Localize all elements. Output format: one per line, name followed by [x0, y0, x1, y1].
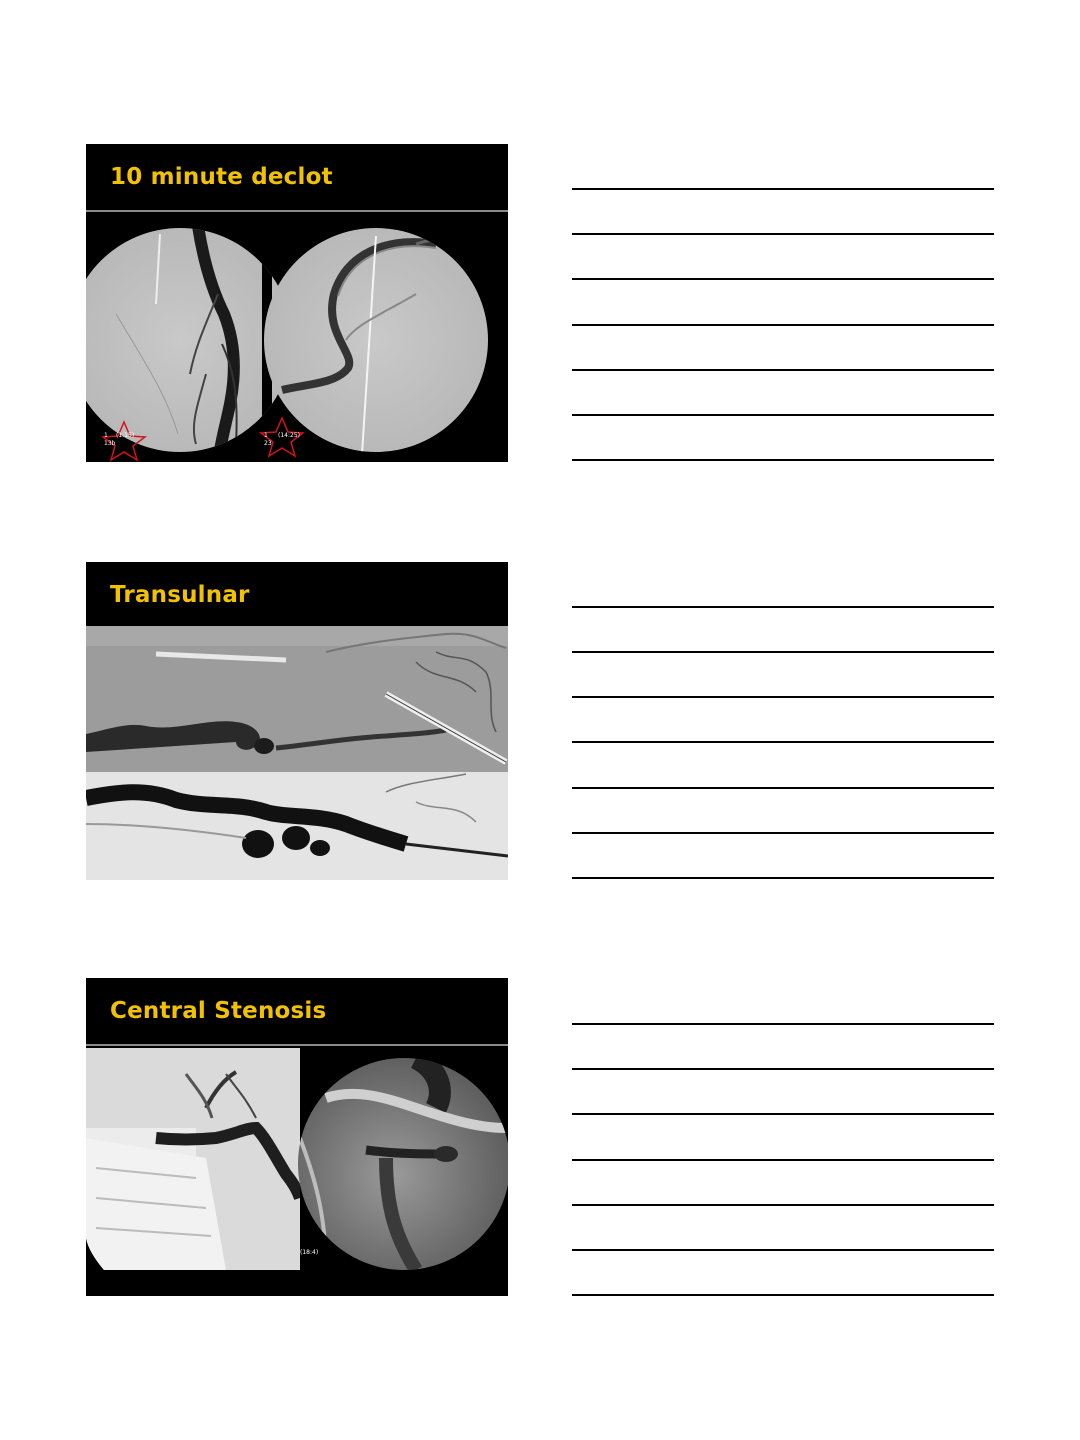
note-line — [572, 278, 994, 280]
slide-3 — [86, 978, 508, 1296]
overlay-text: (14:25) — [278, 432, 300, 439]
note-line — [572, 1294, 994, 1296]
note-line — [572, 696, 994, 698]
note-line — [572, 1159, 994, 1161]
slide-title: 10 minute declot — [110, 164, 333, 190]
notes-area-3 — [572, 1023, 994, 1297]
note-line — [572, 188, 994, 190]
note-line — [572, 414, 994, 416]
overlay-text: (1:15) — [116, 432, 135, 439]
note-line — [572, 233, 994, 235]
angiogram-image-left — [86, 214, 292, 462]
notes-area-2 — [572, 606, 994, 880]
central-venogram-left — [86, 1048, 300, 1270]
slide-2 — [86, 562, 508, 880]
note-line — [572, 832, 994, 834]
overlay-text: 13b — [104, 440, 116, 447]
slide-title: Central Stenosis — [110, 998, 327, 1024]
note-line — [572, 1113, 994, 1115]
note-line — [572, 369, 994, 371]
slide-1 — [86, 144, 508, 462]
note-line — [572, 1249, 994, 1251]
note-line — [572, 1204, 994, 1206]
slide-3-images — [86, 978, 508, 1296]
slide-2-images — [86, 562, 508, 880]
overlay-text: (18:4) — [300, 1249, 319, 1256]
central-venogram-right — [296, 1058, 508, 1270]
overlay-text: 1 — [104, 432, 108, 439]
angiogram-image-right — [264, 228, 488, 454]
note-line — [572, 741, 994, 743]
note-line — [572, 877, 994, 879]
venogram-image-upper — [86, 626, 508, 772]
note-line — [572, 787, 994, 789]
note-line — [572, 459, 994, 461]
note-line — [572, 1068, 994, 1070]
venogram-image-lower — [86, 772, 508, 880]
slide-title: Transulnar — [110, 582, 250, 608]
notes-area-1 — [572, 188, 994, 462]
note-line — [572, 324, 994, 326]
note-line — [572, 651, 994, 653]
note-line — [572, 1023, 994, 1025]
slide-1-images — [86, 144, 508, 462]
overlay-text: 1 — [264, 432, 268, 439]
note-line — [572, 606, 994, 608]
overlay-text: 23 — [264, 440, 272, 447]
